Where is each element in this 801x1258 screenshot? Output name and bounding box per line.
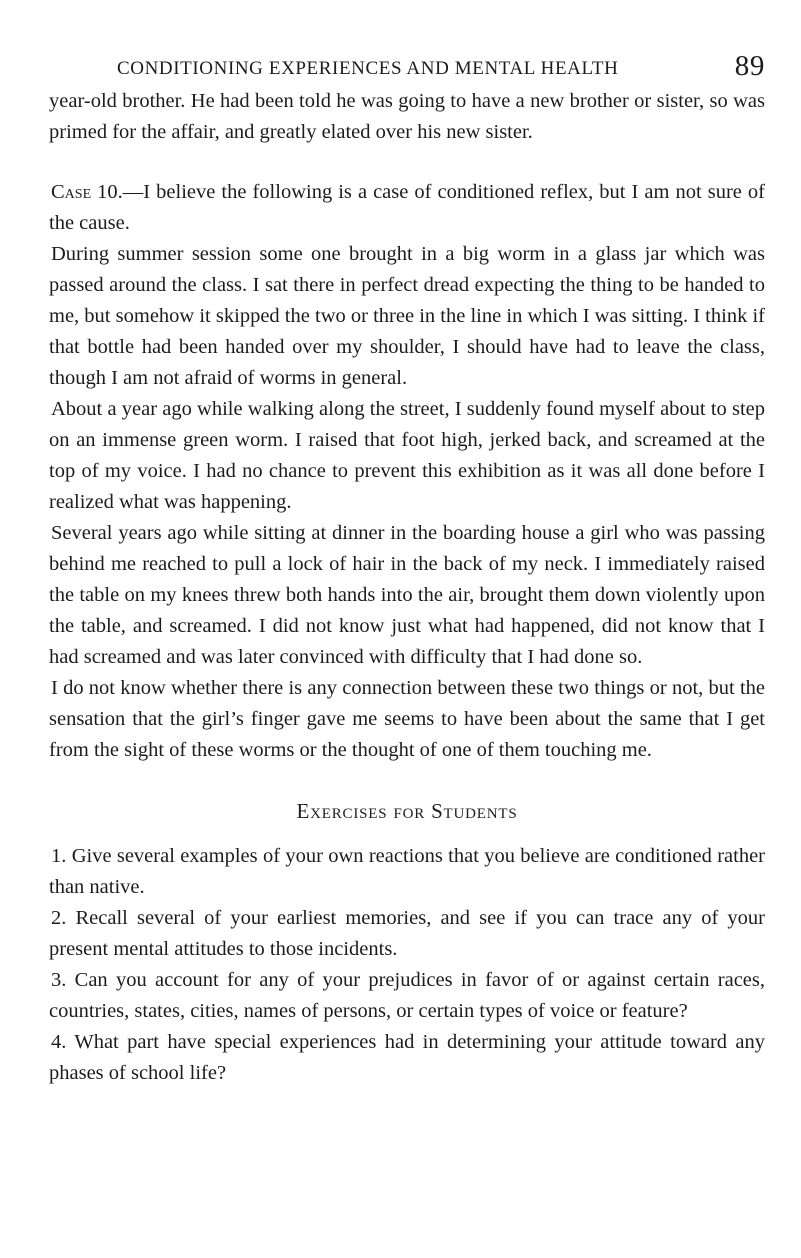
case-paragraph-boarding-house: Several years ago while sitting at dinner in the boarding house a girl who was passing behind me reached to pull a lock of hair in the back of my neck. I immediately raised the table on my knees threw both hands into the air, brought them down violently upon the table, and screamed. I did not know just what had happened, did not know that I had screamed and was later convinced with difficulty that I had done so. (49, 522, 765, 668)
running-head (49, 52, 765, 86)
exercise-item-3: 3. Can you account for any of your prejudices in favor of or against certain races, countries, states, cities, names of persons, or certain types of voice or feature? (49, 969, 765, 1022)
case-label: Case 10. (51, 181, 123, 203)
exercise-item-4: 4. What part have special experiences had in determining your attitude toward any phases of school life? (49, 1031, 765, 1084)
case-paragraph-green-worm: About a year ago while walking along the street, I suddenly found myself about to step on an immense green worm. I raised that foot high, jerked back, and screamed at the top of my voice. I had no chance to prevent this exhibition as it was all done before I realized what was happening. (49, 398, 765, 513)
exercises-heading: Exercises for Students (296, 799, 518, 823)
case-intro-text: —I believe the following is a case of conditioned reflex, but I am not sure of the cause. (49, 181, 765, 234)
exercise-item-2: 2. Recall several of your earliest memories, and see if you can trace any of your present mental attitudes to those incidents. (49, 907, 765, 960)
opening-paragraph: year-old brother. He had been told he was going to have a new brother or sister, so was primed for the affair, and greatly elated over his new sister. (49, 90, 765, 143)
case-paragraph-worm-jar: During summer session some one brought in a big worm in a glass jar which was passed around the class. I sat there in perfect dread expecting the thing to be handed to me, but somehow it skipped the two or three in the line in which I was sitting. I think if that bottle had been handed over my shoulder, I should have had to leave the class, though I am not afraid of worms in general. (49, 243, 765, 389)
case-intro-paragraph (49, 177, 765, 239)
page-number: 89 (734, 50, 765, 82)
book-page (49, 52, 765, 1089)
exercise-item-1: 1. Give several examples of your own reactions that you believe are conditioned rather than native. (49, 845, 765, 898)
case-paragraph-connection: I do not know whether there is any connection between these two things or not, but the sensation that the girl’s finger gave me seems to have been about the same that I get from the sight of these worms or the thought of one of them touching me. (49, 677, 765, 761)
running-title: CONDITIONING EXPERIENCES AND MENTAL HEALTH (117, 58, 619, 79)
